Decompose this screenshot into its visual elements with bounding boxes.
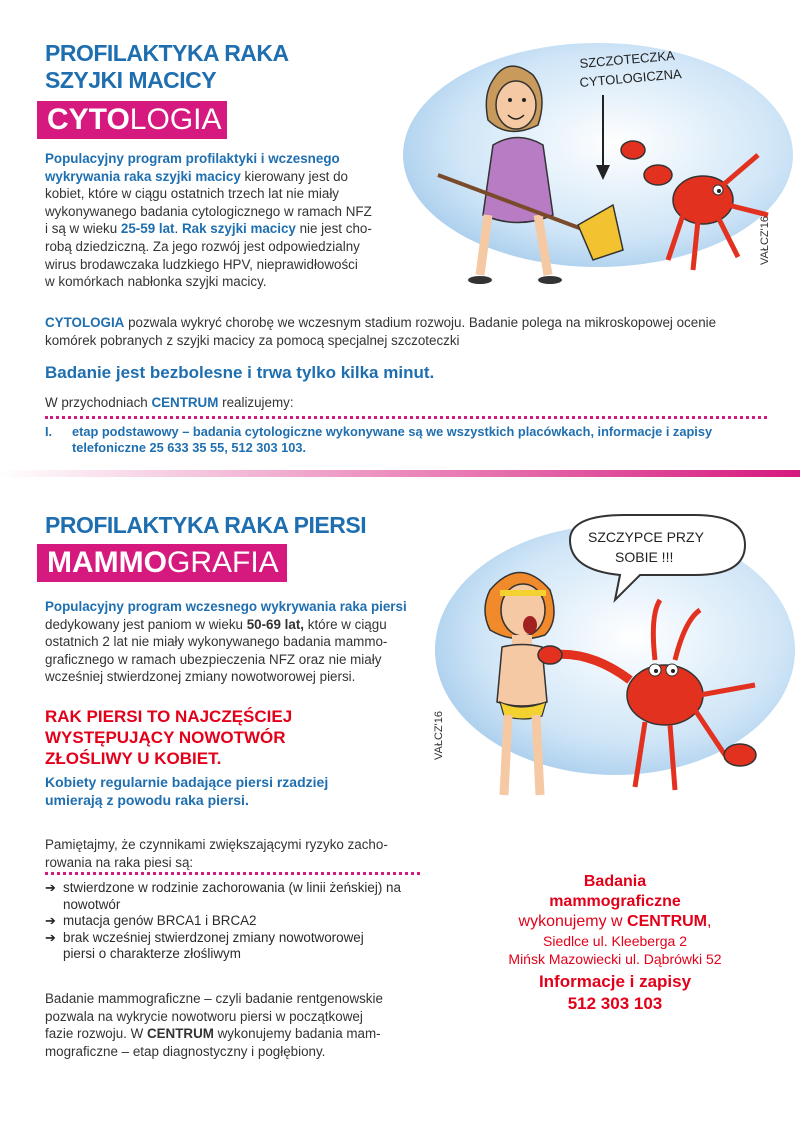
risk-factors-list xyxy=(45,880,425,963)
mammo-intro-2c: które w ciągu xyxy=(304,616,387,632)
intro-text-6: wirus brodawczaka ludzkiego HPV, nieprawidłowości xyxy=(45,256,358,272)
mammo-desc-4: mograficzne – etap diagnostyczny i pogłębiony. xyxy=(45,1043,326,1059)
risk-intro xyxy=(45,836,425,871)
section-separator-band xyxy=(0,470,800,477)
risk-item-text-2: nowotwór xyxy=(63,896,121,912)
age-range: 25-59 lat xyxy=(120,221,175,237)
section2-title: PROFILAKTYKA RAKA PIERSI xyxy=(45,512,367,538)
dotted-divider-1 xyxy=(45,416,767,419)
speech-line-2: SOBIE !!! xyxy=(615,549,674,565)
intro-text-7: w komórkach nabłonka szyjki macicy. xyxy=(45,274,267,290)
dotted-divider-2 xyxy=(45,872,420,875)
cytologia-text-1: pozwala wykryć chorobę we wczesnym stadium rozwoju. Badanie polega na mikroskopowej ocenie xyxy=(124,315,717,330)
cytologia-tag-light: LOGIA xyxy=(129,103,222,136)
intro-text-5: robą dziedziczną. Za jego rozwój jest odpowiedzialny xyxy=(45,238,360,254)
mammo-intro-4: graficznego w ramach ubezpieczenia NFZ oraz nie miały xyxy=(45,651,382,667)
intro-text-2: kobiet, które w ciągu ostatnich trzech lat nie miały xyxy=(45,186,339,202)
arrow-right-icon: ➔ xyxy=(45,913,56,928)
box-line-1: Badania xyxy=(583,873,647,890)
cancer-name: Rak szyjki macicy xyxy=(181,221,296,237)
mammo-intro-5: wcześniej stwierdzonej zmiany nowotworowej piersi. xyxy=(45,669,356,685)
box-line-2: mammograficzne xyxy=(549,893,681,910)
cleaning-cartoon xyxy=(398,35,793,300)
risk-item-text-2: piersi o charakterze złośliwym xyxy=(63,946,241,961)
risk-item xyxy=(45,880,425,913)
brush-label-line2: CYTOLOGICZNA xyxy=(578,66,683,90)
mammo-desc-1: Badanie mammograficzne – czyli badanie rentgenowskie xyxy=(45,991,383,1006)
mammo-intro-1: Populacyjny program wczesnego wykrywania raka piersi xyxy=(45,599,407,614)
intro-program-name-2: wykrywania raka szyjki macicy xyxy=(45,168,241,184)
clinics-centrum: CENTRUM xyxy=(151,395,219,410)
cytologia-text-2: komórek pobranych z szyjki macicy za pomocą specjalnej szczoteczki xyxy=(45,332,460,348)
mammo-intro-2a: dedykowany jest paniom w wieku xyxy=(45,616,247,632)
risk-intro-1: Pamiętajmy, że czynnikami zwiększającymi ryzyko zacho- xyxy=(45,837,388,852)
intro-text-4e: nie jest cho- xyxy=(295,221,372,237)
intro-text-4c: . xyxy=(174,221,182,237)
risk-item-text: stwierdzone w rodzinie zachorowania (w linii żeńskiej) na xyxy=(63,880,401,895)
mammo-desc-centrum: CENTRUM xyxy=(146,1026,214,1042)
cartoon1-signature: VAŁCZ'16 xyxy=(759,216,771,265)
box-address-minsk: Mińsk Mazowiecki ul. Dąbrówki 52 xyxy=(508,951,722,967)
self-exam-line-2: umierają z powodu raka piersi. xyxy=(45,792,249,808)
mammo-desc-2: pozwala na wykrycie nowotworu piersi w początkowej xyxy=(45,1008,363,1024)
breast-cancer-warning xyxy=(45,706,292,769)
mammo-intro xyxy=(45,598,425,686)
section1-title xyxy=(45,40,289,94)
painless-statement: Badanie jest bezbolesne i trwa tylko kilka minut. xyxy=(45,363,435,382)
cytologia-tag xyxy=(37,101,227,139)
section1-title-line2: SZYJKI MACICY xyxy=(45,67,217,93)
box-address-siedlce: Siedlce ul. Kleeberga 2 xyxy=(543,933,687,949)
mammografia-tag-light: GRAFIA xyxy=(166,546,279,579)
risk-item xyxy=(45,913,425,930)
box-line-3c: , xyxy=(707,913,712,930)
cytologia-tag-bold: CYTO xyxy=(47,103,130,136)
stage-text-1: etap podstawowy – badania cytologiczne wykonywane są we wszystkich placówkach, informacje i zapisy xyxy=(72,424,713,439)
stage-number: I. xyxy=(45,424,53,439)
risk-item xyxy=(45,930,425,963)
cytologia-description xyxy=(45,314,765,349)
mammo-age-range: 50-69 lat, xyxy=(246,616,305,632)
self-exam-note xyxy=(45,773,328,809)
cytologia-word: CYTOLOGIA xyxy=(45,315,125,330)
mammo-desc-3a: fazie rozwoju. W xyxy=(45,1026,147,1042)
clinics-intro xyxy=(45,394,294,412)
mammo-desc-3c: wykonujemy badania mam- xyxy=(213,1026,381,1042)
brush-label-line1: SZCZOTECZKA xyxy=(578,47,676,71)
clinics-text-a: W przychodniach xyxy=(45,395,152,410)
speech-line-1: SZCZYPCE PRZY xyxy=(588,529,704,545)
mammo-description xyxy=(45,990,445,1060)
stage-item xyxy=(45,424,770,456)
self-exam-line-1: Kobiety regularnie badające piersi rzadziej xyxy=(45,774,329,790)
arrow-right-icon: ➔ xyxy=(45,880,56,895)
risk-intro-2: rowania na raka piesi są: xyxy=(45,854,194,870)
warning-line-1: RAK PIERSI TO NAJCZĘŚCIEJ xyxy=(45,707,293,726)
mammography-info-box xyxy=(460,872,770,1015)
warning-line-2: WYSTĘPUJĄCY NOWOTWÓR xyxy=(45,728,286,747)
risk-item-text: mutacja genów BRCA1 i BRCA2 xyxy=(63,913,257,928)
box-phone-number: 512 303 103 xyxy=(567,994,663,1013)
box-info-heading: Informacje i zapisy xyxy=(538,972,692,991)
lobster-pinch-cartoon xyxy=(420,510,795,815)
arrow-right-icon: ➔ xyxy=(45,929,56,945)
box-line-3a: wykonujemy w xyxy=(518,913,628,930)
section1-title-line1: PROFILAKTYKA RAKA xyxy=(45,40,289,66)
intro-program-name: Populacyjny program profilaktyki i wczesnego xyxy=(45,151,340,166)
cytology-intro xyxy=(45,150,405,291)
box-centrum: CENTRUM xyxy=(627,913,708,930)
stage-text-2: telefoniczne 25 633 35 55, 512 303 103. xyxy=(72,440,307,455)
clinics-text-c: realizujemy: xyxy=(218,395,294,410)
risk-item-text: brak wcześniej stwierdzonej zmiany nowotworowej xyxy=(63,929,364,945)
mammografia-tag-bold: MAMMO xyxy=(47,546,167,579)
intro-text-4a: i są w wieku xyxy=(45,221,121,237)
warning-line-3: ZŁOŚLIWY U KOBIET. xyxy=(45,749,222,768)
intro-text-1: kierowany jest do xyxy=(240,168,348,184)
mammo-intro-3: ostatnich 2 lat nie miały wykonywanego badania mammo- xyxy=(45,634,388,650)
cartoon2-signature: VAŁCZ'16 xyxy=(433,711,445,760)
intro-text-3: wykonywanego badania cytologicznego w ramach NFZ xyxy=(45,203,372,219)
mammografia-tag xyxy=(37,544,287,582)
